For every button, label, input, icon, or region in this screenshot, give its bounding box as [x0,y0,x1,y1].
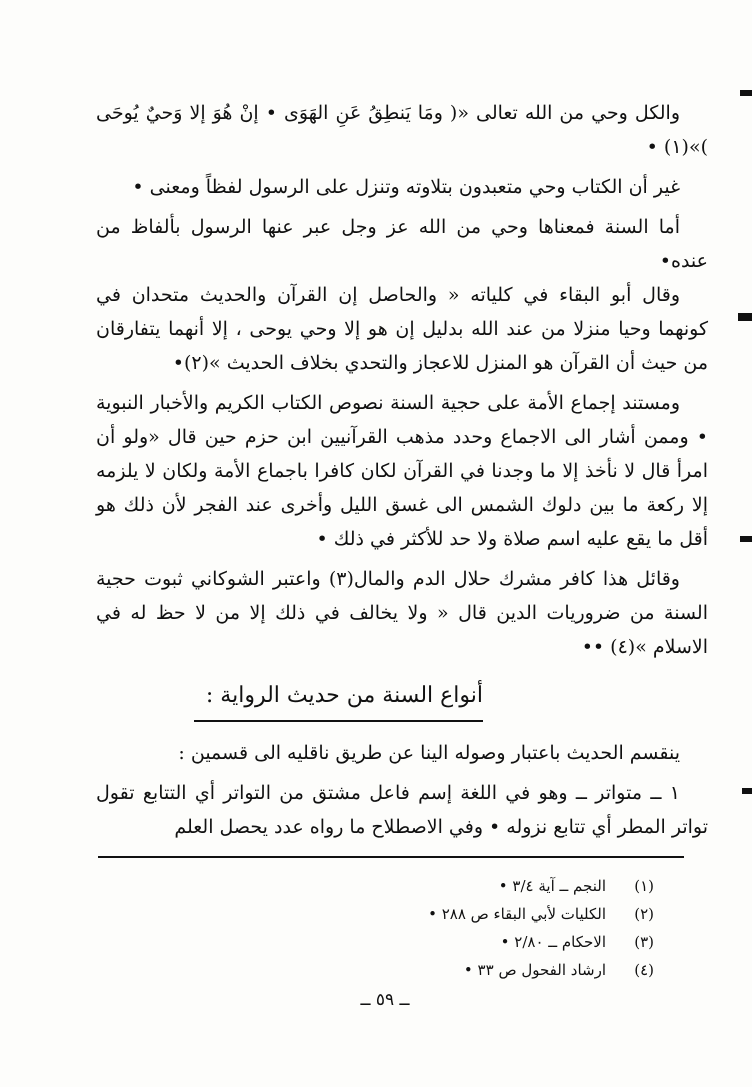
paragraph-hadith-division: ينقسم الحديث باعتبار وصوله الينا عن طريق ناقليه الى قسمين : [178,742,680,764]
paragraph-revelation: والكل وحي من الله تعالى «( ومَا يَنطِقُ عَنِ الهَوَى • إنْ هُوَ إلا وَحيٌ يُوحَى )»(١) • [96,102,708,158]
page-number: ــ ٥٩ ــ [360,990,410,1010]
footnote-item [314,956,654,984]
footnotes-list [314,872,654,984]
footnote-number: (٢) [634,905,654,923]
footnote-text: الاحكام ــ ٢/٨٠ • [500,933,606,951]
main-text [96,96,708,844]
scan-edge-mark-middle [738,313,752,321]
footnote-number: (٣) [634,933,654,951]
scan-edge-mark-bottom [742,788,752,794]
footnote-text: ارشاد الفحول ص ٣٣ • [463,961,606,979]
paragraph-sunnah-meaning: أما السنة فمعناها وحي من الله عز وجل عبر عنها الرسول بألفاظ من عنده• [96,216,708,272]
footnote-item [314,872,654,900]
scan-edge-mark-top [740,90,752,96]
footnote-number: (١) [634,877,654,895]
footnote-divider [98,856,684,858]
paragraph-abu-al-baqa: وقال أبو البقاء في كلياته « والحاصل إن القرآن والحديث متحدان في كونهما وحيا منزلا من عند الله بدليل إن هو إلا وحي يوحى ، إلا أنهما يتفارقان من حيث أن القرآن هو المنزل للاعجاز والتحدي بخلاف الحديث »(٢)• [96,284,708,374]
footnote-text: النجم ــ آية ٣/٤ • [498,877,606,895]
paragraph-quran-recitation: غير أن الكتاب وحي متعبدون بتلاوته وتنزل على الرسول لفظاً ومعنى • [132,176,680,198]
section-heading: أنواع السنة من حديث الرواية : [194,678,483,722]
paragraph-consensus: ومستند إجماع الأمة على حجية السنة نصوص الكتاب الكريم والأخبار النبوية • وممن أشار الى الاجماع وحدد مذهب القرآنيين ابن حزم حين قال «ولو أن امرأ قال لا نأخذ إلا ما وجدنا في القرآن لكان كافرا باجماع الأمة ولكان لا يلزمه إلا ركعة ما بين دلوك الشمس الى غسق الليل وأخرى عند الفجر لأن ذلك هو أقل ما يقع عليه اسم صلاة ولا حد للأكثر في ذلك • [96,392,708,550]
paragraph-mutawatir: ١ ــ متواتر ــ وهو في اللغة إسم فاعل مشتق من التواتر أي التتابع تقول تواتر المطر أي تتابع نزوله • وفي الاصطلاح ما رواه عدد يحصل العلم [96,782,708,838]
footnote-number: (٤) [634,961,654,979]
paragraph-shawkani: وقائل هذا كافر مشرك حلال الدم والمال(٣) واعتبر الشوكاني ثبوت حجية السنة من ضروريات الدين قال « ولا يخالف في ذلك إلا من لا حظ له في الاسلام »(٤) •• [96,568,708,658]
footnote-item [314,928,654,956]
footnote-text: الكليات لأبي البقاء ص ٢٨٨ • [428,905,606,923]
scan-edge-mark-lower [740,536,752,542]
section-heading-wrap [93,678,708,722]
footnote-item [314,900,654,928]
